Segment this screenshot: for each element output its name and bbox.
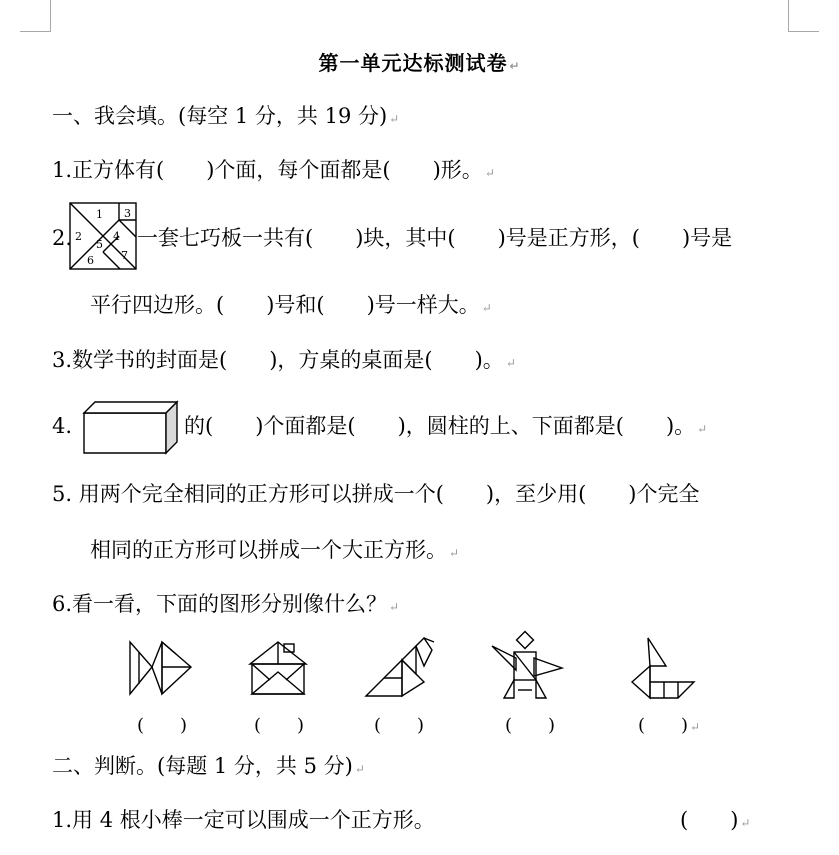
question-6-text: 6.看一看，下面的图形分别像什么？ — [52, 592, 388, 616]
section1-heading — [52, 102, 399, 133]
section1-heading-text: 一、我会填。(每空 1 分，共 19 分) — [52, 104, 388, 128]
cuboid-figure — [83, 401, 179, 455]
fish-answer-blank[interactable] — [137, 711, 187, 737]
question-1-text: 1.正方体有( )个面，每个面都是( )形。 — [52, 158, 483, 182]
page-title — [0, 47, 839, 76]
bird-answer-blank[interactable] — [374, 711, 424, 737]
blank-text: ( ) — [137, 715, 188, 736]
question-3-text: 3.数学书的封面是( )，方桌的桌面是( )。 — [52, 348, 504, 372]
tangram-label-1: 1 — [96, 208, 103, 221]
paragraph-mark: ↵ — [389, 112, 400, 126]
crop-mark-top-right — [788, 0, 819, 32]
blank-text: ( ) — [638, 715, 689, 736]
house-figure — [246, 640, 310, 696]
question-4-number — [52, 412, 72, 440]
paragraph-mark: ↵ — [481, 301, 492, 315]
question-3 — [52, 346, 516, 377]
paragraph-mark: ↵ — [740, 816, 751, 830]
blank-text: ( ) — [374, 715, 425, 736]
fish-figure — [127, 638, 193, 700]
paragraph-mark: ↵ — [389, 600, 400, 614]
question-4-text — [184, 412, 707, 443]
tangram-label-6: 6 — [87, 254, 94, 267]
question-5-line-1-text: 5. 用两个完全相同的正方形可以拼成一个( )，至少用( )个完全 — [52, 482, 700, 506]
judgment-1 — [52, 806, 435, 834]
blank-text: ( ) — [254, 715, 305, 736]
tangram-label-4: 4 — [113, 230, 120, 243]
question-4-text-content: 的( )个面都是( )，圆柱的上、下面都是( )。 — [184, 414, 696, 438]
blank-text: ( ) — [505, 715, 556, 736]
tangram-label-5: 5 — [96, 238, 103, 251]
paragraph-mark: ↵ — [505, 356, 516, 370]
question-2-line-1 — [137, 224, 732, 252]
paragraph-mark: ↵ — [354, 762, 365, 776]
paragraph-mark: ↵ — [697, 422, 708, 436]
boat-figure — [628, 636, 698, 702]
paragraph-mark: ↵ — [509, 59, 521, 73]
paragraph-mark: ↵ — [484, 166, 495, 180]
question-2-number-text: 2. — [52, 226, 73, 250]
question-2-line-2-text: 平行四边形。( )号和( )号一样大。 — [90, 293, 480, 317]
question-4-number-text: 4. — [52, 414, 73, 438]
paragraph-mark: ↵ — [690, 720, 701, 734]
tangram-figure — [69, 202, 137, 270]
person-answer-blank[interactable] — [505, 711, 555, 737]
judgment-1-text: 1.用 4 根小棒一定可以围成一个正方形。 — [52, 808, 435, 832]
question-5-line-1 — [52, 480, 699, 508]
boat-answer-blank[interactable] — [638, 711, 700, 737]
person-figure — [490, 632, 566, 702]
section2-heading-text: 二、判断。(每题 1 分，共 5 分) — [52, 754, 353, 778]
question-5-line-2-text: 相同的正方形可以拼成一个大正方形。 — [90, 538, 447, 562]
tangram-label-7: 7 — [121, 249, 128, 262]
house-answer-blank[interactable] — [254, 711, 304, 737]
tangram-label-3: 3 — [124, 207, 131, 220]
judgment-1-answer-blank[interactable] — [680, 806, 750, 837]
crop-mark-top-left — [20, 0, 51, 32]
question-5-line-2 — [90, 536, 459, 567]
question-2-line-1-text: 一套七巧板一共有( )块，其中( )号是正方形，( )号是 — [137, 226, 733, 250]
bird-figure — [364, 636, 436, 698]
tangram-label-2: 2 — [75, 230, 82, 243]
title-text: 第一单元达标测试卷 — [318, 51, 508, 75]
paragraph-mark: ↵ — [449, 546, 460, 560]
section2-heading — [52, 752, 365, 783]
question-2-line-2 — [90, 291, 492, 322]
question-6 — [52, 590, 399, 621]
blank-text: ( ) — [680, 808, 739, 832]
question-1 — [52, 156, 495, 187]
